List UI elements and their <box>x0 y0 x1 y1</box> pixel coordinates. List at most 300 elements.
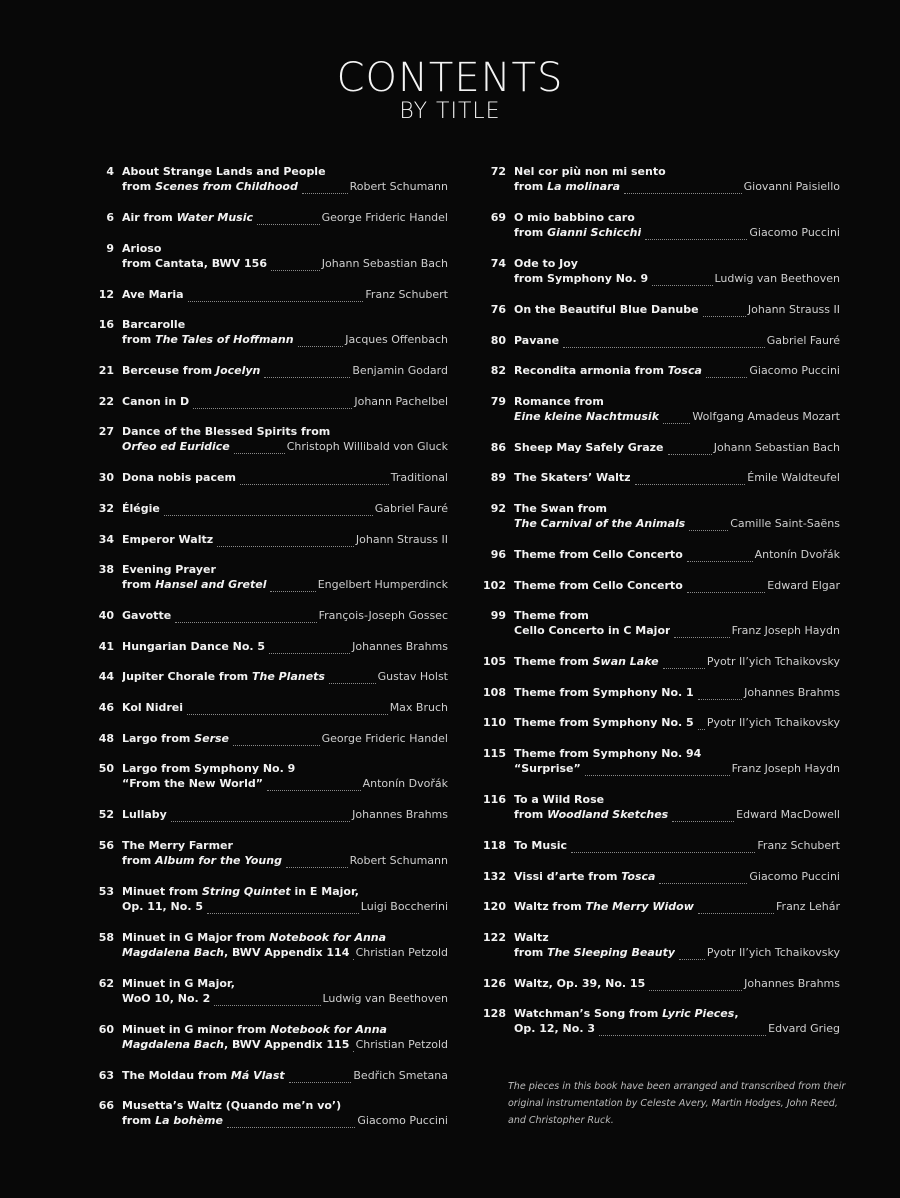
page-number: 79 <box>490 394 506 408</box>
page-number: 118 <box>483 839 506 852</box>
composer-name: Christian Petzold <box>355 1037 448 1051</box>
composer-name: Christian Petzold <box>355 945 448 959</box>
composer-name: Johannes Brahms <box>744 976 840 990</box>
leader-dots <box>193 397 352 409</box>
leader-dots <box>599 1024 766 1036</box>
work-title-italic: Hansel and Gretel <box>155 578 267 592</box>
toc-entry[interactable] <box>478 210 840 242</box>
entry-title-line <box>514 899 694 914</box>
toc-entry[interactable] <box>86 424 448 456</box>
leader-dots <box>703 305 746 317</box>
work-title-italic: Scenes from Childhood <box>155 180 298 193</box>
leader-dots <box>585 764 730 776</box>
toc-entry[interactable] <box>478 930 840 962</box>
page-number: 4 <box>106 165 114 178</box>
leader-dots <box>563 336 765 348</box>
entry-title-line <box>122 424 330 439</box>
entry-title-line <box>514 210 635 225</box>
entry-title-line <box>514 930 549 945</box>
toc-entry[interactable] <box>478 1006 840 1038</box>
leader-dots <box>234 442 285 454</box>
toc-entry[interactable] <box>478 363 840 395</box>
toc-entry[interactable] <box>478 869 840 901</box>
entry-title-line <box>514 256 578 271</box>
composer-name: Johannes Brahms <box>352 639 448 653</box>
leader-dots <box>271 259 320 271</box>
leader-dots <box>175 611 316 623</box>
toc-entry[interactable] <box>86 1022 448 1054</box>
dot-leader <box>698 899 840 914</box>
entry-title-text: To Music <box>514 839 568 852</box>
toc-entry[interactable] <box>478 256 840 288</box>
page-number: 92 <box>490 502 506 515</box>
toc-entry[interactable] <box>86 884 448 916</box>
dot-leader <box>171 807 448 822</box>
toc-entry[interactable] <box>478 394 840 426</box>
page-number: 21 <box>98 364 114 378</box>
entry-title-text: Watchman’s Song from <box>514 1007 663 1021</box>
work-title-italic: Eine kleine Nachtmusik <box>514 409 660 423</box>
entry-title-text: Theme from Cello Concerto <box>514 548 683 561</box>
entry-title-text: “From the New World” <box>122 777 263 791</box>
page-number: 82 <box>490 364 506 378</box>
toc-entry[interactable] <box>478 899 840 931</box>
toc-entry[interactable] <box>86 731 448 763</box>
dot-leader <box>635 470 840 485</box>
entry-title-text: Lullaby <box>122 808 167 822</box>
page-number: 105 <box>483 655 506 669</box>
entry-title-text: Arioso <box>122 241 162 255</box>
leader-dots <box>652 274 712 286</box>
entry-title-text: from Symphony No. 9 <box>514 272 649 285</box>
entry-title-line <box>122 1037 349 1052</box>
page-number: 62 <box>98 976 114 990</box>
leader-dots <box>187 703 388 715</box>
dot-leader <box>663 654 840 669</box>
entry-title-line <box>122 394 189 409</box>
page-number: 126 <box>483 976 506 990</box>
leader-dots <box>645 228 747 240</box>
entry-title-text: in E Major, <box>290 884 359 898</box>
page-number: 69 <box>490 211 506 224</box>
page-title: CONTENTS <box>336 55 564 101</box>
leader-dots <box>663 412 690 424</box>
dot-leader <box>652 271 840 286</box>
toc-entry[interactable] <box>478 685 840 717</box>
page-number: 102 <box>483 578 506 592</box>
dot-leader <box>240 470 448 485</box>
dot-leader <box>674 623 840 638</box>
entry-title-line <box>514 869 655 884</box>
toc-entry[interactable] <box>478 715 840 747</box>
page-number: 56 <box>98 838 114 852</box>
dot-leader <box>214 991 448 1006</box>
leader-dots <box>679 948 705 960</box>
composer-name: George Frideric Handel <box>321 211 448 224</box>
toc-entry[interactable] <box>478 746 840 778</box>
page-number: 99 <box>490 609 506 623</box>
entry-title-line <box>514 838 567 853</box>
entry-title-line <box>122 930 386 945</box>
entry-title-text: Recondita armonia from <box>514 364 668 378</box>
entry-title-line <box>122 317 185 332</box>
entry-title-text: Largo from Symphony No. 9 <box>122 762 296 776</box>
entry-title-text: Waltz, Op. 39, No. 15 <box>514 976 646 990</box>
composer-name: François-Joseph Gossec <box>318 609 448 623</box>
leader-dots <box>698 902 774 914</box>
page-number: 120 <box>483 900 506 914</box>
entry-title-text: Cello Concerto in C Major <box>514 624 671 638</box>
entry-title-text: Canon in D <box>122 394 190 408</box>
dot-leader <box>269 639 448 654</box>
entry-title-text: Ave Maria <box>122 287 184 301</box>
dot-leader <box>298 332 448 347</box>
page-number: 38 <box>98 563 114 577</box>
page-number: 86 <box>490 440 506 454</box>
composer-name: Pyotr Il’yich Tchaikovsky <box>706 655 840 669</box>
page-number: 30 <box>98 471 114 485</box>
page-number: 52 <box>98 808 114 822</box>
entry-title-text: Vissi d’arte from <box>514 869 622 883</box>
page-subtitle: BY TITLE <box>399 99 501 124</box>
composer-name: Johann Sebastian Bach <box>713 440 840 454</box>
leader-dots <box>698 688 742 700</box>
entry-title-line <box>514 807 668 822</box>
entry-title-line <box>122 256 267 271</box>
entry-title-text: Dance of the Blessed Spirits from <box>122 425 331 439</box>
work-title-italic: Magdalena Bach <box>122 1037 225 1051</box>
toc-entry[interactable] <box>478 838 840 870</box>
entry-title-text: Air from <box>122 211 177 224</box>
page-number: 53 <box>98 884 114 898</box>
work-title-italic: The Merry Widow <box>585 900 694 914</box>
dot-leader <box>188 287 448 302</box>
composer-name: Ludwig van Beethoven <box>714 272 840 285</box>
composer-name: Giacomo Puccini <box>749 226 840 239</box>
toc-entry[interactable] <box>86 501 448 533</box>
entry-title-line <box>514 501 607 516</box>
composer-name: Pyotr Il’yich Tchaikovsky <box>706 945 840 959</box>
entry-title-text: , <box>734 1007 739 1021</box>
toc-entry[interactable] <box>86 287 448 319</box>
composer-name: Christoph Willibald von Gluck <box>286 440 448 454</box>
leader-dots <box>240 473 389 485</box>
entry-title-line <box>122 976 235 991</box>
entry-title-line <box>122 807 167 822</box>
composer-name: Johannes Brahms <box>352 808 448 822</box>
entry-title-text: , BWV Appendix 114 <box>224 945 350 959</box>
entry-title-text: Op. 12, No. 3 <box>514 1022 595 1036</box>
toc-entry[interactable] <box>86 608 448 640</box>
composer-name: Wolfgang Amadeus Mozart <box>692 409 840 423</box>
entry-title-text: O mio babbino caro <box>514 211 635 224</box>
dot-leader <box>270 577 448 592</box>
entry-title-line <box>122 210 253 225</box>
composer-name: Giacomo Puccini <box>749 364 840 378</box>
entry-title-line <box>122 562 216 577</box>
entry-title-text: Berceuse from <box>122 364 216 378</box>
entry-title-line <box>514 1021 595 1036</box>
toc-entry[interactable] <box>86 562 448 594</box>
entry-title-text: from <box>122 180 156 193</box>
leader-dots <box>663 657 705 669</box>
dot-leader <box>267 776 448 791</box>
entry-title-line <box>514 1006 739 1021</box>
entry-title-text: Dona nobis pacem <box>122 471 236 485</box>
toc-entry[interactable] <box>478 792 840 824</box>
leader-dots <box>214 994 320 1006</box>
work-title-italic: Tosca <box>667 364 702 378</box>
entry-title-text: The Swan from <box>514 502 608 515</box>
entry-title-line <box>122 853 282 868</box>
composer-name: Franz Lehár <box>776 900 840 914</box>
work-title-italic: Lyric Pieces <box>662 1007 735 1021</box>
entry-title-text: The Moldau from <box>122 1068 231 1082</box>
page-number: 115 <box>483 747 506 760</box>
dot-leader <box>175 608 448 623</box>
page-number: 63 <box>98 1068 114 1082</box>
toc-entry[interactable] <box>478 654 840 686</box>
composer-name: Franz Schubert <box>757 839 840 852</box>
entry-title-text: Minuet in G Major, <box>122 976 235 990</box>
dot-leader <box>329 669 448 684</box>
toc-entry[interactable] <box>478 547 840 579</box>
dot-leader <box>706 363 840 378</box>
leader-dots <box>207 902 359 914</box>
toc-entry[interactable] <box>86 317 448 349</box>
leader-dots <box>233 734 320 746</box>
composer-name: Pyotr Il’yich Tchaikovsky <box>706 716 840 730</box>
work-title-italic: Má Vlast <box>230 1068 285 1082</box>
toc-entry[interactable] <box>86 394 448 426</box>
toc-entry[interactable] <box>478 976 840 1008</box>
toc-entry[interactable] <box>478 333 840 365</box>
work-title-italic: Serse <box>194 731 230 745</box>
toc-entry[interactable] <box>86 241 448 273</box>
dot-leader <box>353 1037 448 1052</box>
leader-dots <box>217 535 354 547</box>
work-title-italic: String Quintet <box>202 884 291 898</box>
toc-entry[interactable] <box>86 807 448 839</box>
entry-title-line <box>514 685 694 700</box>
page-number: 48 <box>98 731 114 745</box>
leader-dots <box>571 841 755 853</box>
entry-title-text: Gavotte <box>122 609 172 623</box>
composer-name: Gabriel Fauré <box>766 333 840 347</box>
entry-title-text: Musetta’s Waltz (Quando me’n vo’) <box>122 1099 342 1113</box>
dot-leader <box>672 807 840 822</box>
dot-leader <box>571 838 840 853</box>
entry-title-line <box>122 1113 223 1128</box>
toc-entry[interactable] <box>478 440 840 472</box>
toc-entry[interactable] <box>86 164 448 196</box>
work-title-italic: Orfeo ed Euridice <box>122 440 230 454</box>
dot-leader <box>271 256 448 271</box>
entry-title-text: Theme from <box>514 655 593 669</box>
entry-title-text: Kol Nidrei <box>122 701 183 714</box>
entry-title-line <box>514 409 659 424</box>
entry-title-line <box>122 731 229 746</box>
entry-title-text: WoO 10, No. 2 <box>122 991 211 1005</box>
dot-leader <box>207 899 448 914</box>
work-title-italic: Notebook for Anna <box>270 1022 387 1036</box>
page-number: 72 <box>490 165 506 178</box>
dot-leader <box>663 409 840 424</box>
toc-entry[interactable] <box>86 669 448 701</box>
composer-name: Gabriel Fauré <box>374 502 448 515</box>
dot-leader <box>227 1113 448 1128</box>
toc-entry[interactable] <box>86 639 448 671</box>
page-number: 122 <box>483 930 506 944</box>
entry-title-text: from <box>514 945 548 959</box>
page-number: 27 <box>98 425 114 439</box>
toc-entry[interactable] <box>86 1068 448 1100</box>
toc-entry[interactable] <box>86 761 448 793</box>
dot-leader <box>703 302 840 317</box>
toc-entry[interactable] <box>86 470 448 502</box>
entry-title-line <box>514 945 675 960</box>
page-number: 41 <box>98 639 114 653</box>
composer-name: Robert Schumann <box>349 180 448 193</box>
entry-title-line <box>514 470 631 485</box>
toc-entry[interactable] <box>478 608 840 640</box>
work-title-italic: Swan Lake <box>592 655 659 669</box>
entry-title-line <box>514 654 659 669</box>
toc-entry[interactable] <box>86 976 448 1008</box>
work-title-italic: The Tales of Hoffmann <box>155 333 294 347</box>
leader-dots <box>659 872 747 884</box>
dot-leader <box>234 439 448 454</box>
entry-title-text: from <box>122 853 156 867</box>
entry-title-line <box>122 363 260 378</box>
composer-name: Antonín Dvořák <box>754 548 840 561</box>
entry-title-line <box>514 761 581 776</box>
leader-dots <box>649 979 742 991</box>
page-number: 32 <box>98 502 114 515</box>
dot-leader <box>193 394 448 409</box>
dot-leader <box>164 501 448 516</box>
entry-title-line <box>122 179 298 194</box>
page-number: 46 <box>98 701 114 714</box>
entry-title-text: Romance from <box>514 394 604 408</box>
entry-title-text: Nel cor più non mi sento <box>514 165 666 178</box>
toc-entry[interactable] <box>86 532 448 564</box>
composer-name: Franz Joseph Haydn <box>731 762 840 775</box>
dot-leader <box>264 363 448 378</box>
toc-entry[interactable] <box>478 578 840 610</box>
toc-entry[interactable] <box>86 700 448 732</box>
composer-name: Engelbert Humperdinck <box>317 578 448 592</box>
entry-title-text: from <box>122 578 156 592</box>
entry-title-text: from <box>514 808 548 821</box>
page-number: 110 <box>483 716 506 730</box>
toc-entry[interactable] <box>86 363 448 395</box>
entry-title-line <box>514 440 664 455</box>
leader-dots <box>227 1116 355 1128</box>
entry-title-line <box>122 287 184 302</box>
leader-dots <box>624 182 742 194</box>
toc-entry[interactable] <box>478 501 840 533</box>
page-number: 9 <box>106 241 114 255</box>
entry-title-text: Minuet in G Major from <box>122 930 270 944</box>
leader-dots <box>302 182 348 194</box>
entry-title-line <box>122 761 295 776</box>
toc-entry[interactable] <box>86 838 448 870</box>
leader-dots <box>164 504 373 516</box>
entry-title-line <box>122 1022 387 1037</box>
work-title-italic: Tosca <box>621 869 656 883</box>
dot-leader <box>233 731 448 746</box>
toc-entry[interactable] <box>478 470 840 502</box>
composer-name: Franz Schubert <box>365 287 448 301</box>
leader-dots <box>689 519 728 531</box>
entry-title-line <box>514 976 645 991</box>
composer-name: Ludwig van Beethoven <box>322 991 448 1005</box>
dot-leader <box>302 179 448 194</box>
page-number: 34 <box>98 532 114 546</box>
dot-leader <box>599 1021 840 1036</box>
entry-title-text: Theme from Symphony No. 94 <box>514 747 702 760</box>
entry-title-line <box>514 302 699 317</box>
work-title-italic: The Sleeping Beauty <box>547 945 676 959</box>
entry-title-text: On the Beautiful Blue Danube <box>514 303 699 316</box>
dot-leader <box>187 700 448 715</box>
composer-name: Johann Pachelbel <box>354 394 448 408</box>
leader-dots <box>706 366 747 378</box>
dot-leader <box>687 578 840 593</box>
toc-entry[interactable] <box>86 930 448 962</box>
entry-title-line <box>514 363 702 378</box>
page-number: 96 <box>490 548 506 561</box>
page-number: 50 <box>98 762 114 776</box>
leader-dots <box>635 473 746 485</box>
entry-title-line <box>514 271 648 286</box>
work-title-italic: The Carnival of the Animals <box>514 517 686 530</box>
dot-leader <box>687 547 840 562</box>
toc-entry[interactable] <box>86 1098 448 1130</box>
toc-entry[interactable] <box>86 210 448 242</box>
entry-title-line <box>122 241 161 256</box>
dot-leader <box>624 179 840 194</box>
entry-title-text: Waltz from <box>514 900 586 914</box>
work-title-italic: Magdalena Bach <box>122 945 225 959</box>
page-number: 44 <box>98 670 114 684</box>
toc-entry[interactable] <box>478 302 840 334</box>
entry-title-text: “Surprise” <box>514 762 581 775</box>
entry-title-text: Minuet in G minor from <box>122 1022 271 1036</box>
entry-title-text: Theme from Symphony No. 5 <box>514 716 694 730</box>
entry-title-text: Largo from <box>122 731 195 745</box>
composer-name: Robert Schumann <box>349 853 448 867</box>
entry-title-line <box>514 746 701 761</box>
entry-title-text: from <box>514 180 548 193</box>
page-number: 12 <box>98 287 114 301</box>
composer-name: Gustav Holst <box>377 670 448 684</box>
arranger-note: The pieces in this book have been arranged and transcribed from their original instrumentation by Celeste Avery, Martin Hodges, John Reed, and Christopher Ruck. <box>508 1081 846 1126</box>
entry-title-text: Barcarolle <box>122 318 186 332</box>
entry-title-line <box>122 899 203 914</box>
entry-title-text: Theme from <box>514 609 589 623</box>
composer-name: Camille Saint-Saëns <box>730 517 840 530</box>
page-number: 40 <box>98 609 114 623</box>
work-title-italic: The Planets <box>251 670 325 684</box>
leader-dots <box>698 718 705 730</box>
dot-leader <box>645 225 840 240</box>
leader-dots <box>298 335 344 347</box>
entry-title-line <box>122 639 265 654</box>
toc-entry[interactable] <box>478 164 840 196</box>
entry-title-text: Ode to Joy <box>514 257 578 270</box>
